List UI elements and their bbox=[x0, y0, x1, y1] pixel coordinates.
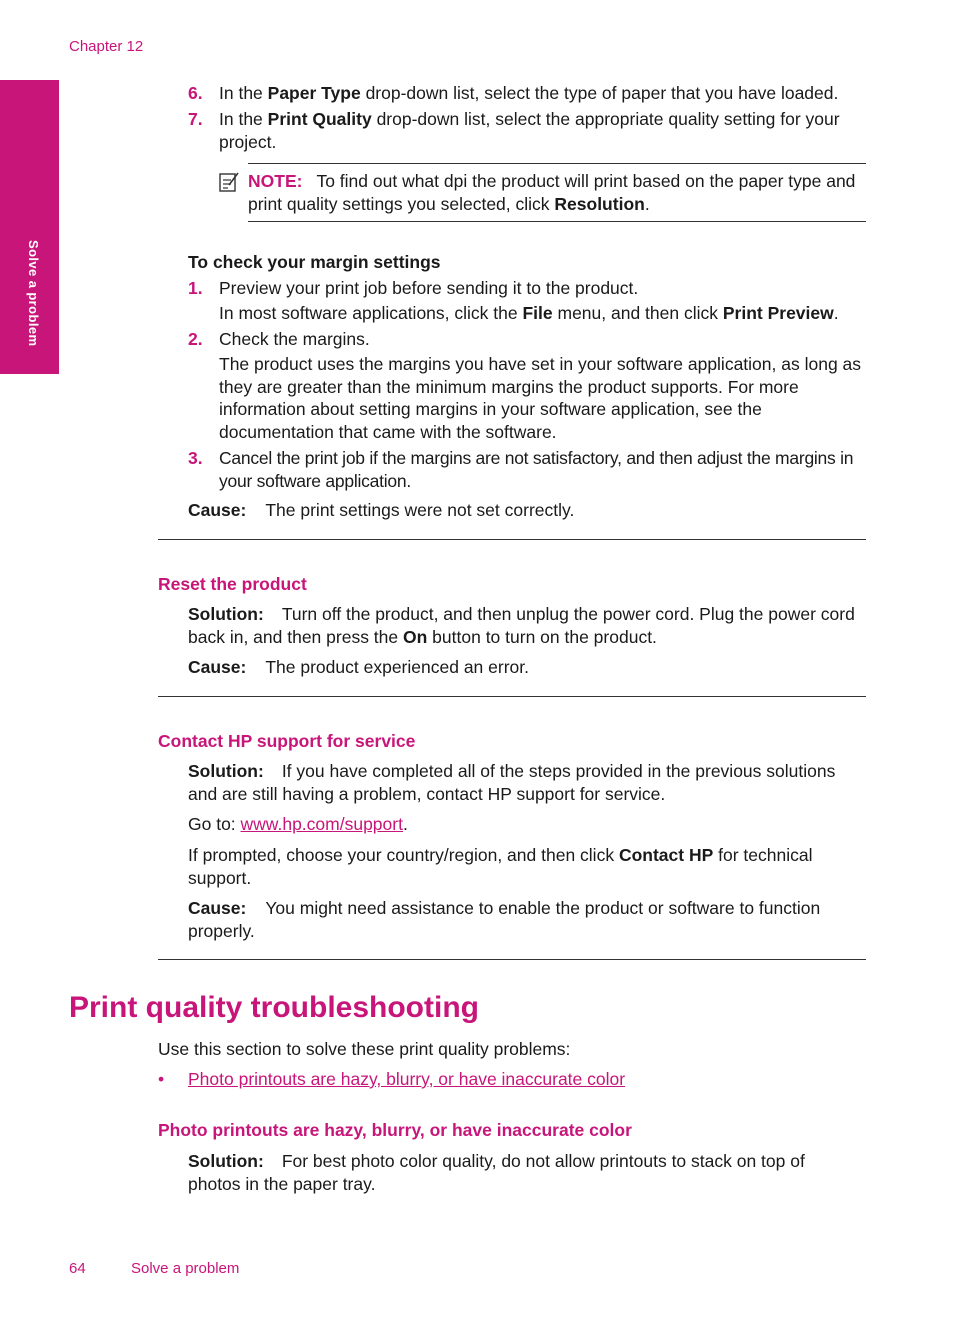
contact-solution: Solution: If you have completed all of the steps provided in the previous solutions and are still having a problem, contact HP support for service. bbox=[188, 761, 836, 804]
bullet-mark: • bbox=[158, 1069, 165, 1089]
page-title: Print quality troubleshooting bbox=[69, 991, 479, 1024]
pq-topic-link[interactable]: Photo printouts are hazy, blurry, or have inaccurate color bbox=[188, 1069, 626, 1089]
footer-section: Solve a problem bbox=[131, 1260, 240, 1277]
note-icon bbox=[218, 171, 240, 193]
support-link[interactable]: www.hp.com/support bbox=[240, 814, 403, 834]
step-number: 3. bbox=[188, 448, 203, 468]
cause-line: Cause: The print settings were not set correctly. bbox=[188, 500, 575, 520]
step-number: 7. bbox=[188, 109, 203, 129]
step-number: 6. bbox=[188, 83, 203, 103]
step-number: 1. bbox=[188, 278, 203, 298]
section-rule bbox=[158, 696, 866, 697]
step-text: Preview your print job before sending it to the product. bbox=[219, 278, 639, 298]
step-text: Cancel the print job if the margins are not satisfactory, and then adjust the margins in your software application. bbox=[219, 448, 854, 491]
reset-heading: Reset the product bbox=[158, 574, 307, 594]
pq-solution: Solution: For best photo color quality, do not allow printouts to stack on top of photos in the paper tray. bbox=[188, 1151, 805, 1194]
note-text: NOTE: To find out what dpi the product will print based on the paper type and print quality settings you selected, click Resolution. bbox=[248, 171, 856, 214]
contact-heading: Contact HP support for service bbox=[158, 731, 416, 751]
contact-prompt: If prompted, choose your country/region, and then click Contact HP for technical support. bbox=[188, 845, 813, 888]
step-number: 2. bbox=[188, 329, 203, 349]
contact-cause: Cause: You might need assistance to enable the product or software to function properly. bbox=[188, 898, 821, 941]
section-rule bbox=[158, 959, 866, 960]
step-subtext: The product uses the margins you have set in your software application, as long as they are greater than the minimum margins the product supports. For more information about setting margins in your software application, see the documentation that came with the software. bbox=[219, 354, 862, 442]
pq-subheading: Photo printouts are hazy, blurry, or have inaccurate color bbox=[158, 1120, 632, 1140]
page-number: 64 bbox=[69, 1260, 86, 1277]
step-subtext: In most software applications, click the File menu, and then click Print Preview. bbox=[219, 303, 839, 323]
chapter-label: Chapter 12 bbox=[69, 38, 144, 55]
step-text: Check the margins. bbox=[219, 329, 370, 349]
side-tab-label: Solve a problem bbox=[26, 240, 41, 347]
note-top-rule bbox=[248, 163, 866, 164]
margin-heading: To check your margin settings bbox=[188, 252, 441, 272]
reset-cause: Cause: The product experienced an error. bbox=[188, 657, 529, 677]
step-text: In the Print Quality drop-down list, select the appropriate quality setting for your project. bbox=[219, 109, 840, 152]
pq-intro: Use this section to solve these print quality problems: bbox=[158, 1039, 571, 1059]
step-text: In the Paper Type drop-down list, select the type of paper that you have loaded. bbox=[219, 83, 839, 103]
contact-goto: Go to: www.hp.com/support. bbox=[188, 814, 408, 834]
section-rule bbox=[158, 539, 866, 540]
note-bottom-rule bbox=[248, 221, 866, 222]
reset-solution: Solution: Turn off the product, and then unplug the power cord. Plug the power cord back in, and then press the On button to turn on the product. bbox=[188, 604, 855, 647]
